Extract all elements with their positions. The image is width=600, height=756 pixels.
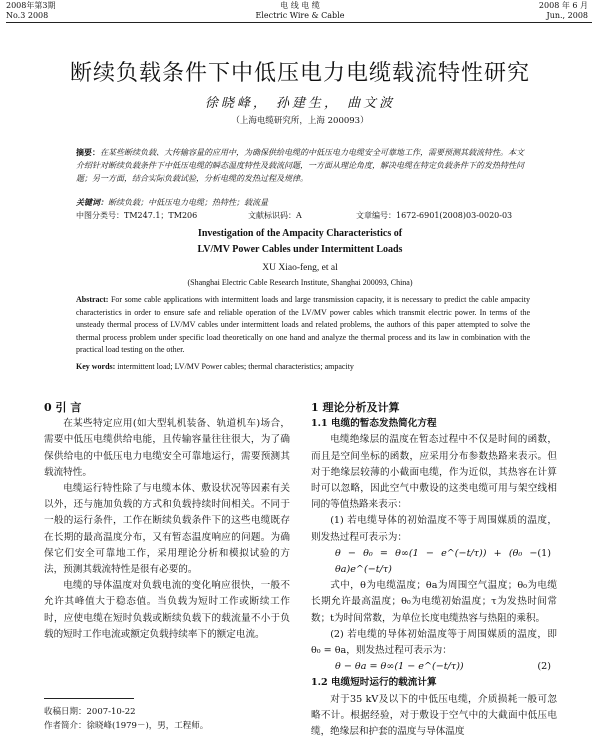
subsection-1-1-paragraph-2: (1) 若电缆导体的初始温度不等于周围媒质的温度，则发热过程可表示为： (311, 515, 557, 543)
section-0-paragraph-1: 在某些特定应用(如大型轧机装备、轨道机车)场合，需要中低压电缆供给电能，且传输容量往往很大，为了确保供给电的中低压电力电缆安全可靠地运行，需要预测其载流特性。 (44, 418, 290, 478)
author-bio: 作者简介：徐晓峰(1979－)，男，工程师。 (44, 721, 209, 731)
section-0-heading: 0 引 言 (44, 401, 82, 414)
english-abstract-text: For some cable applications with intermittent loads and large transmission capacity, it is necessary to predict the cable ampacity characteristics in order to ensure safe and reliable operation of the LV/MV power cables which transmit electric power. In terms of the unsteady thermal process of LV/MV cables under intermittent loads and related problems, the authors of this paper attempted to solve the thermal process problem under specific load theoretically on one hand and analyze the thermal process and its law in combination with the practical load testing on the other. (76, 295, 530, 355)
journal-name (0, 1, 600, 21)
journal-name-en: Electric Wire & Cable (255, 11, 345, 20)
footnote (44, 698, 290, 733)
english-abstract (76, 294, 530, 357)
page-header (0, 0, 600, 22)
equation-1 (311, 546, 557, 578)
equation-1-number: (1) (537, 547, 551, 559)
journal-date (539, 1, 588, 21)
subsection-1-2-heading: 1.2 电缆短时运行的载流计算 (311, 677, 437, 689)
english-author: XU Xiao-feng, et al (262, 263, 338, 273)
english-title-line2: LV/MV Power Cables under Intermittent Loads (197, 244, 403, 255)
keywords-cn-text: 断续负载；中低压电力电缆；热特性；载流量 (108, 198, 268, 207)
journal-name-cn: 电 线 电 缆 (280, 1, 320, 10)
paper-authors: 徐晓峰， 孙建生， 曲文波 (204, 96, 396, 111)
footnote-rule (44, 698, 134, 699)
subsection-1-1-paragraph-1: 电缆绝缘层的温度在暂态过程中不仅是时间的函数，而且是空间坐标的函数，应采用分布参数热路来表示。但对于绝缘层较薄的小截面电缆，作为近似，其热容在计算时可以忽略，因此空气中敷设的这类电缆可用与架空线相同的等值热路来表示： (311, 434, 557, 511)
issue-cn: 2008年第3期 (6, 1, 56, 10)
document-code: 文献标识码：A (248, 211, 302, 220)
english-title (0, 226, 600, 258)
english-abstract-label: Abstract: (76, 295, 109, 304)
abstract-cn-label: 摘要： (76, 147, 100, 157)
article-number: 文章编号：1672-6901(2008)03-0020-03 (356, 211, 513, 220)
issue-en: No.3 2008 (6, 11, 49, 20)
equation-2 (311, 659, 557, 675)
paper-affiliation: （上海电缆研究所，上海 200093） (231, 116, 369, 126)
equation-1-body: θ − θ₀ = θ∞(1 − e^(−t/τ)) + (θ₀ − θa)e^(−t/τ) (335, 547, 538, 576)
equation-2-number: (2) (537, 661, 551, 673)
english-keywords-label: Key words: (76, 362, 116, 371)
keywords-cn (76, 197, 530, 208)
paper-title: 断续负载条件下中低压电力电缆载流特性研究 (69, 61, 530, 86)
subsection-1-2-paragraph-1: 对于35 kV及以下的中低压电缆，介质损耗一般可忽略不计。根据经验，对于敷设于空气中的大截面中低压电缆，绝缘层和护套的温度与导体温度 (311, 693, 557, 738)
subsection-1-1-paragraph-3: 式中，θ为电缆温度；θa为周围空气温度；θ₀为电缆长期允许最高温度；θ₀为电缆初始温度；τ为发热时间常数；t为时间常数，为单位长度电缆热容与热阻的乘积。 (311, 580, 557, 624)
section-1-heading: 1 理论分析及计算 (311, 401, 400, 414)
header-rule (6, 22, 592, 23)
date-en: Jun., 2008 (546, 11, 588, 20)
abstract-cn (76, 146, 530, 185)
section-0-paragraph-2: 电缆运行特性除了与电缆本体、敷设状况等因素有关以外，还与施加负载的方式和负载持续时间相关。不同于一般的运行条件，工作在断续负载条件下的这些电缆既存在长期的最高温度分布，又有暂态温度响应的问题。为确保它们安全可靠地工作，采用理论分析和模拟试验的方法，预测其载流特性是很有必要的。 (44, 483, 290, 576)
abstract-cn-text: 在某些断续负载、大传输容量的应用中，为确保供给电缆的中低压电力电缆安全可靠地工作，需要预测其载流特性。本文介绍针对断续负载条件下中低压电缆的瞬态温度特性及载流问题，一方面从理论角度，解决电缆在特定负载条件下的发热特性问题；另一方面，结合实际负载试验，分析电缆的发热过程及规律。 (76, 148, 524, 183)
equation-2-body: θ − θa = θ∞(1 − e^(−t/τ)) (335, 661, 464, 673)
date-cn: 2008 年 6 月 (538, 1, 588, 10)
english-title-line1: Investigation of the Ampacity Characteristics of (197, 228, 403, 239)
english-keywords (76, 362, 530, 371)
english-keywords-text: intermittent load; LV/MV Power cables; thermal characteristics; ampacity (117, 362, 354, 371)
subsection-1-1-paragraph-4: (2) 若电缆的导体初始温度等于周围媒质的温度，即θ₀ = θa，则发热过程可表示为： (311, 628, 557, 657)
keywords-cn-label: 关键词： (76, 197, 108, 207)
section-0-paragraph-3: 电缆的导体温度对负载电流的变化响应很快，一般不允许其峰值大于稳态值。当负载为短时工作或断续工作时，应使电缆在短时负载或断续负载下的载流量不小于负载的短时工作电流或额定负载持续率下的额定电流。 (44, 580, 290, 640)
left-column (44, 400, 290, 643)
right-column (311, 400, 557, 740)
clc-number: 中图分类号：TM247.1；TM206 (76, 211, 198, 220)
english-affiliation: (Shanghai Electric Cable Research Institute, Shanghai 200093, China) (187, 278, 413, 287)
subsection-1-1-heading: 1.1 电缆的暂态发热简化方程 (311, 418, 437, 430)
received-date: 收稿日期：2007-10-22 (44, 707, 136, 717)
